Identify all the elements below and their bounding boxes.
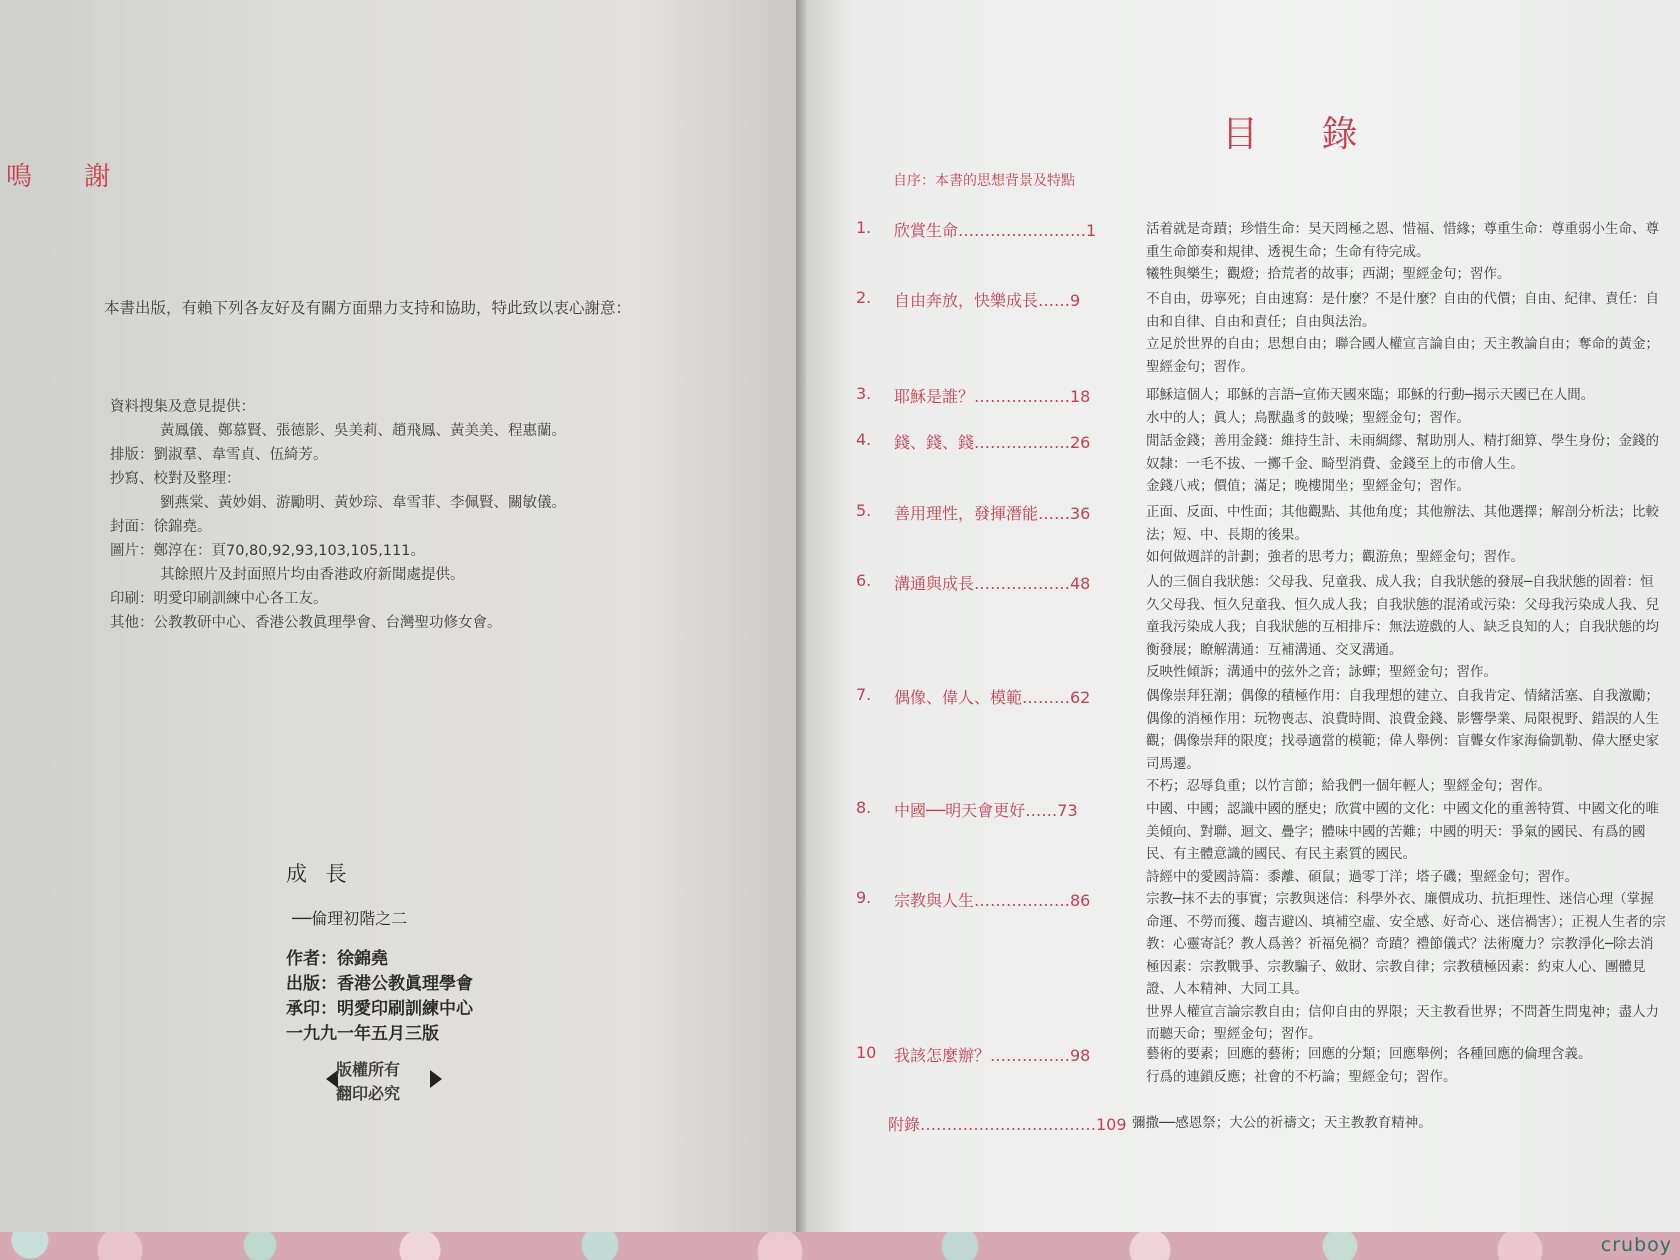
credit-line: 其餘照片及封面照片均由香港政府新聞處提供。 <box>160 567 465 583</box>
toc-entry-number: 5. <box>856 501 872 520</box>
toc-entry-number: 3. <box>856 384 872 403</box>
toc-entry-title: 我該怎麼辦？……………98 <box>894 1046 1091 1065</box>
toc-appendix-title: 附錄……………………………109 <box>888 1115 1127 1134</box>
toc-entry-number: 7. <box>856 685 872 704</box>
toc-entry-description: 耶穌這個人；耶穌的言語─宣佈天國來臨；耶穌的行動─揭示天國已在人間。 水中的人；眞人；鳥獸蟲豸的鼓噪；聖經金句；習作。 <box>1146 387 1595 426</box>
credit-line: 抄寫、校對及整理： <box>110 471 241 487</box>
credit-line: 劉燕棠、黃妙娟、游勵明、黃妙琮、韋雪菲、李佩賢、關敏儀。 <box>160 495 566 511</box>
toc-entry-description: 中國、中國；認識中國的歷史；欣賞中國的文化：中國文化的重善特質、中國文化的唯美傾向、對聯、迴文、疊字；體味中國的苦難；中國的明天：爭氣的國民、有爲的國民、有主體意識的國民、有民主素質的國民。 詩經中的愛國詩篇：黍離、碩鼠；過零丁洋；塔子磯；聖經金句；習作。 <box>1146 801 1659 885</box>
toc-entry-description: 正面、反面、中性面；其他觀點、其他角度；其他辦法、其他選擇；解剖分析法；比較法；短、中、長期的後果。 如何做週詳的計劃；強者的思考力；觀游魚；聖經金句；習作。 <box>1146 504 1659 565</box>
toc-appendix-description: 彌撒──感恩祭；大公的祈禱文；天主教教育精神。 <box>1132 1115 1432 1131</box>
acknowledgement-intro: 本書出版，有賴下列各友好及有關方面鼎力支持和協助，特此致以衷心謝意： <box>104 299 632 317</box>
credit-line: 圖片：鄭淳在：頁70,80,92,93,103,105,111。 <box>110 543 425 559</box>
toc-preface: 自序：本書的思想背景及特點 <box>893 173 1075 189</box>
credit-line: 資料搜集及意見提供： <box>110 399 255 415</box>
toc-entry-title: 偶像、偉人、模範………62 <box>894 688 1091 707</box>
toc-entry-title: 溝通與成長………………48 <box>894 574 1091 593</box>
toc-entry-title: 自由奔放，快樂成長……9 <box>894 291 1081 310</box>
toc-title: 目 錄 <box>1222 114 1384 155</box>
right-arrow-icon <box>430 1070 442 1088</box>
toc-entry-description: 人的三個自我狀態：父母我、兒童我、成人我；自我狀態的發展─自我狀態的固着：恒久父母我、恒久兒童我、恒久成人我；自我狀態的混淆或污染：父母我污染成人我、兒童我污染成人我；自我狀態的互相排斥：無法遊戲的人、缺乏良知的人；自我狀態的均衡發展；瞭解溝通：互補溝通、交叉溝通。 反映性傾訴；溝通中的弦外之音；詠蟬；聖經金句；習作。 <box>1146 574 1659 680</box>
book-title: 成 長 <box>286 862 353 886</box>
toc-entry-number: 10 <box>856 1043 877 1062</box>
toc-entry-title: 欣賞生命……………………1 <box>894 221 1097 240</box>
toc-entry-number: 4. <box>856 430 872 449</box>
toc-entry-title: 錢、錢、錢………………26 <box>894 433 1091 452</box>
toc-entry-description: 偶像崇拜狂潮；偶像的積極作用：自我理想的建立、自我肯定、情緒活塞、自我激勵；偶像的消極作用：玩物喪志、浪費時間、浪費金錢、影響學業、局限視野、錯誤的人生觀；偶像崇拜的限度；找尋適當的模範；偉人舉例：盲聾女作家海倫凱勒、偉大歷史家司馬遷。 不朽；忍辱負重；以竹言節；給我們一個年輕人；聖經金句；習作。 <box>1146 688 1659 794</box>
book-gutter <box>796 0 806 1232</box>
toc-entry-description: 活着就是奇蹟；珍惜生命：昊天罔極之恩、惜福、惜緣；尊重生命：尊重弱小生命、尊重生命節奏和規律、透視生命；生命有待完成。 犧牲與樂生；觀燈；拾荒者的故事；西湖；聖經金句；習作。 <box>1146 221 1659 282</box>
copyright-line: 翻印必究 <box>336 1084 401 1103</box>
toc-entry-description: 宗教─抹不去的事實；宗教與迷信：科學外衣、廉價成功、抗拒理性、迷信心理（掌握命運、不勞而獲、趨吉避凶、填補空虛、安全感、好奇心、迷信禍害）；正視人生者的宗教：心靈寄託？教人爲善？祈福免禍？奇蹟？禮節儀式？法術魔力？宗教淨化─除去消極因素：宗教戰爭、宗教騙子、斂財、宗教自律；宗教積極因素：約束人心、團體見證、人本精神、大同工具。 世界人權宣言論宗教自由；信仰自由的界限；天主教看世界；不問蒼生問鬼神；盡人力而聽天命；聖經金句；習作。 <box>1146 891 1666 1042</box>
book-subtitle: ──倫理初階之二 <box>292 909 408 928</box>
toc-entry-title: 宗教與人生………………86 <box>894 891 1091 910</box>
toc-entry-title: 中國──明天會更好……73 <box>894 801 1078 820</box>
toc-entry-number: 2. <box>856 288 872 307</box>
left-page <box>0 0 802 1232</box>
toc-entry-title: 善用理性，發揮潛能……36 <box>894 504 1091 523</box>
toc-entry-number: 6. <box>856 571 872 590</box>
toc-entry-number: 9. <box>856 888 872 907</box>
acknowledgement-title: 鳴 謝 <box>6 162 133 192</box>
credits-list <box>110 395 566 635</box>
credit-line: 其他：公教教研中心、香港公教眞理學會、台灣聖功修女會。 <box>110 615 502 631</box>
colophon <box>286 858 473 1047</box>
toc-entry-description: 藝術的要素；回應的藝術；回應的分類；回應舉例；各種回應的倫理含義。 行爲的連鎖反應；社會的不朽論；聖經金句；習作。 <box>1146 1046 1592 1085</box>
copyright-line: 版權所有 <box>336 1060 401 1079</box>
colophon-author: 作者：徐錦堯 <box>286 949 388 969</box>
toc-entry-number: 8. <box>856 798 872 817</box>
credit-line: 封面：徐錦堯。 <box>110 519 212 535</box>
toc-entry-description: 閒話金錢；善用金錢：維持生計、未雨綢繆、幫助別人、精打細算、學生身份；金錢的奴隸：一毛不拔、一擲千金、畸型消費、金錢至上的市儈人生。 金錢八戒；價值；滿足；晚樓閒坐；聖經金句；習作。 <box>1146 433 1659 494</box>
toc-entry-title: 耶穌是誰？………………18 <box>894 387 1091 406</box>
colophon-printer: 承印：明愛印刷訓練中心 <box>286 999 473 1019</box>
copyright-notice <box>336 1058 400 1106</box>
toc-entry-description: 不自由，毋寧死；自由速寫：是什麼？不是什麼？自由的代價；自由、紀律、責任：自由和自律、自由和責任；自由與法治。 立足於世界的自由；思想自由；聯合國人權宣言論自由；天主教論自由；奪命的黃金；聖經金句；習作。 <box>1146 291 1659 375</box>
toc-entry-number: 1. <box>856 218 872 237</box>
credit-line: 印刷：明愛印刷訓練中心各工友。 <box>110 591 328 607</box>
colophon-publisher: 出版：香港公教眞理學會 <box>286 974 473 994</box>
credit-line: 排版：劉淑羣、韋雪貞、伍綺芳。 <box>110 447 328 463</box>
credit-line: 黃鳳儀、鄭慕賢、張德影、吳美莉、趙飛鳳、黃美美、程惠蘭。 <box>160 423 566 439</box>
watermark: cruboy <box>1600 1234 1672 1256</box>
colophon-edition: 一九九一年五月三版 <box>286 1024 439 1044</box>
